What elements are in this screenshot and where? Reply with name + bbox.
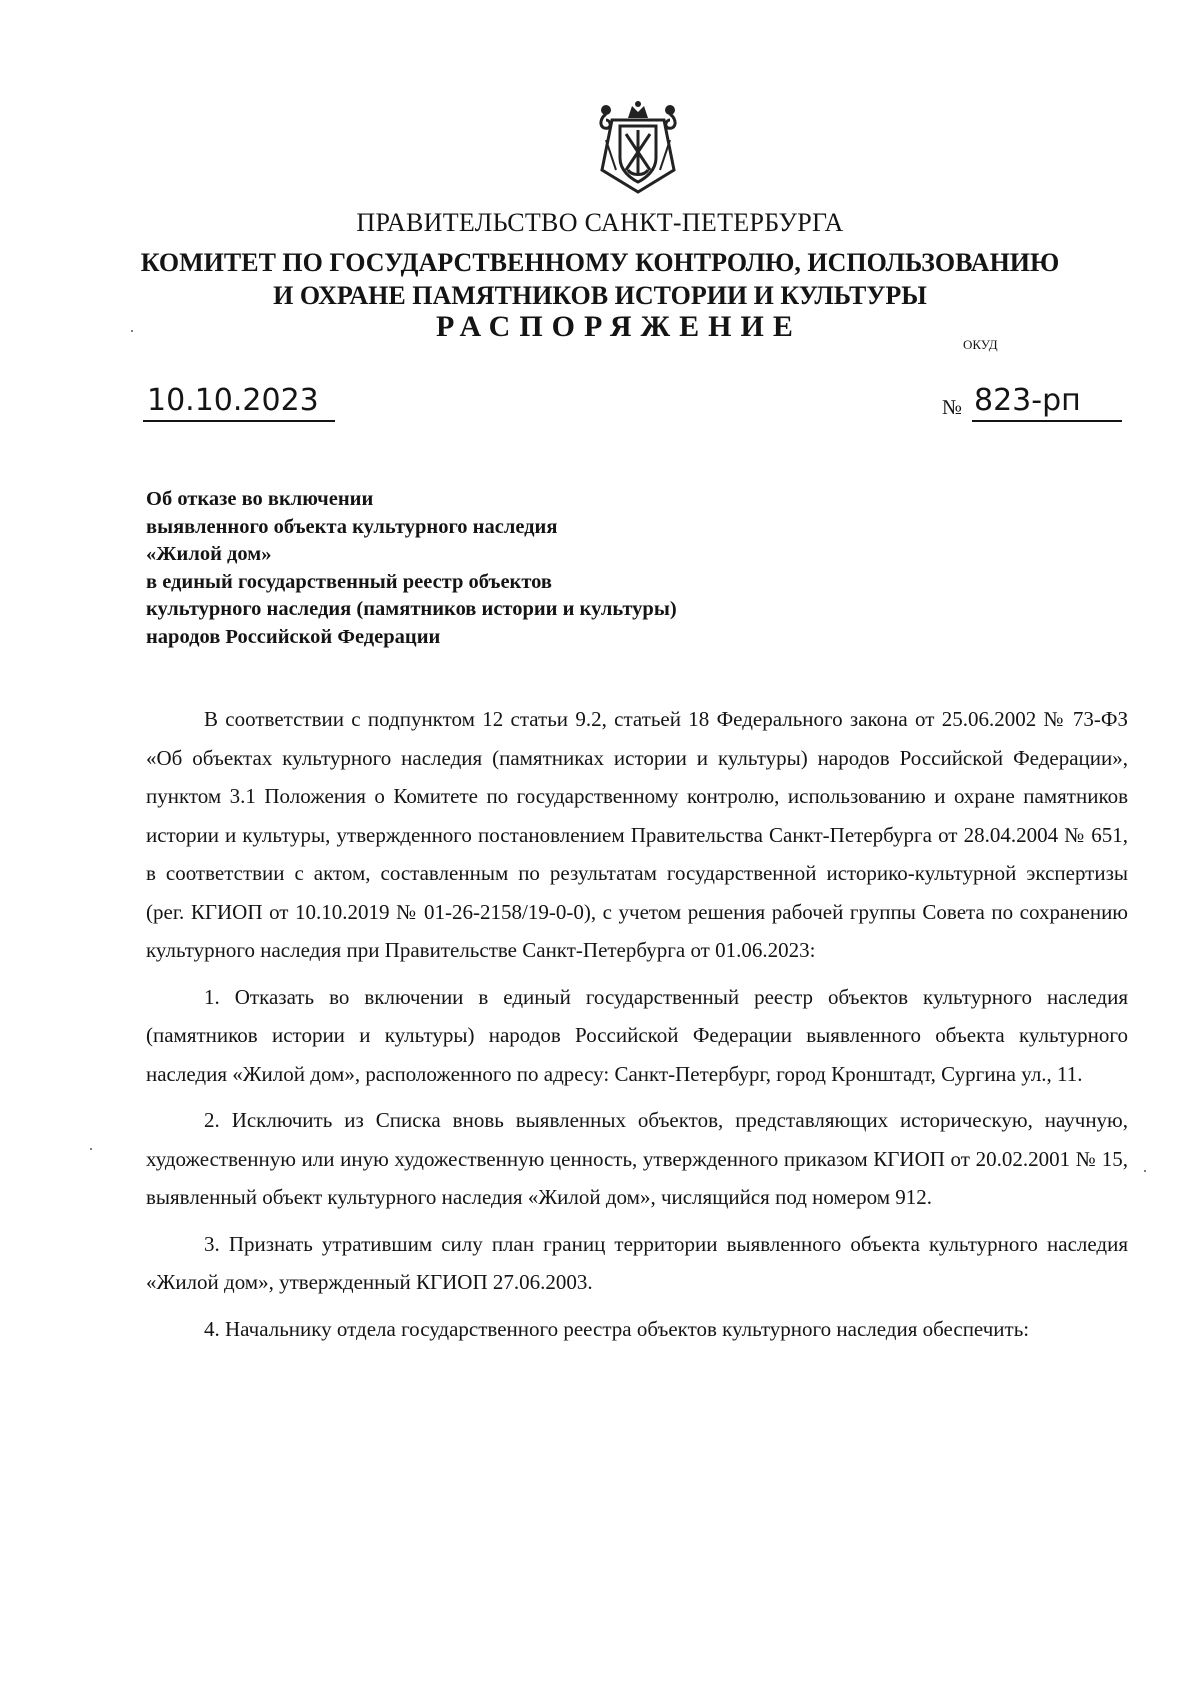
subject-line: народов Российской Федерации	[146, 625, 441, 648]
okud-label: ОКУД	[963, 337, 998, 352]
document-number: 823-рп	[972, 382, 1122, 422]
committee-line-1: КОМИТЕТ ПО ГОСУДАРСТВЕННОМУ КОНТРОЛЮ, ИСПОЛЬЗОВАНИЮ	[140, 248, 1060, 277]
scan-speck	[1144, 1170, 1146, 1172]
order-item-4: 4. Начальнику отдела государственного реестра объектов культурного наследия обеспечить:	[204, 1316, 1030, 1341]
coat-of-arms-icon	[594, 100, 682, 196]
document-type-title: РАСПОРЯЖЕНИЕ	[436, 310, 802, 343]
subject-line: «Жилой дом»	[146, 543, 272, 565]
scan-speck	[90, 1148, 92, 1150]
preamble-paragraph: В соответствии с подпунктом 12 статьи 9.2, статьей 18 Федерального закона от 25.06.2002 № 73-ФЗ «Об объектах культурного наследия (памятниках истории и культуры) народов Российской Федерации», пунктом 3.1 Положения о Комитете по государственному контролю, использованию и охране памятников истории и культуры, утвержденного постановлением Правительства Санкт-Петербурга от 28.04.2004 № 651, в соответствии с актом, составленным по результатам государственной историко-культурной экспертизы (рег. КГИОП от 10.10.2019 № 01-26-2158/19-0-0), с учетом решения рабочей группы Совета по сохранению культурного наследия при Правительстве Санкт-Петербурга от 01.06.2023:	[146, 707, 1128, 962]
subject-line: Об отказе во включении	[146, 488, 374, 510]
scan-speck	[131, 330, 133, 332]
subject-line: выявленного объекта культурного наследия	[146, 515, 558, 538]
committee-name	[0, 246, 1200, 312]
order-item-1: 1. Отказать во включении в единый государственный реестр объектов культурного наследия (памятников истории и культуры) народов Российской Федерации выявленного объекта культурного наследия «Жилой дом», расположенного по адресу: Санкт-Петербург, город Кронштадт, Сургина ул., 11.	[146, 984, 1128, 1086]
document-subject	[146, 486, 677, 651]
committee-line-2: И ОХРАНЕ ПАМЯТНИКОВ ИСТОРИИ И КУЛЬТУРЫ	[273, 281, 927, 310]
government-title: ПРАВИТЕЛЬСТВО САНКТ-ПЕТЕРБУРГА	[356, 208, 844, 237]
number-label: №	[942, 395, 963, 419]
order-item-3: 3. Признать утратившим силу план границ территории выявленного объекта культурного наследия «Жилой дом», утвержденный КГИОП 27.06.2003.	[146, 1231, 1128, 1294]
document-date: 10.10.2023	[143, 382, 335, 422]
document-body	[146, 700, 1128, 1348]
order-item-2: 2. Исключить из Списка вновь выявленных объектов, представляющих историческую, научную, художественную или иную художественную ценность, утвержденного приказом КГИОП от 20.02.2001 № 15, выявленный объект культурного наследия «Жилой дом», числящийся под номером 912.	[146, 1108, 1128, 1209]
subject-line: культурного наследия (памятников истории и культуры)	[146, 598, 677, 620]
subject-line: в единый государственный реестр объектов	[146, 570, 552, 593]
